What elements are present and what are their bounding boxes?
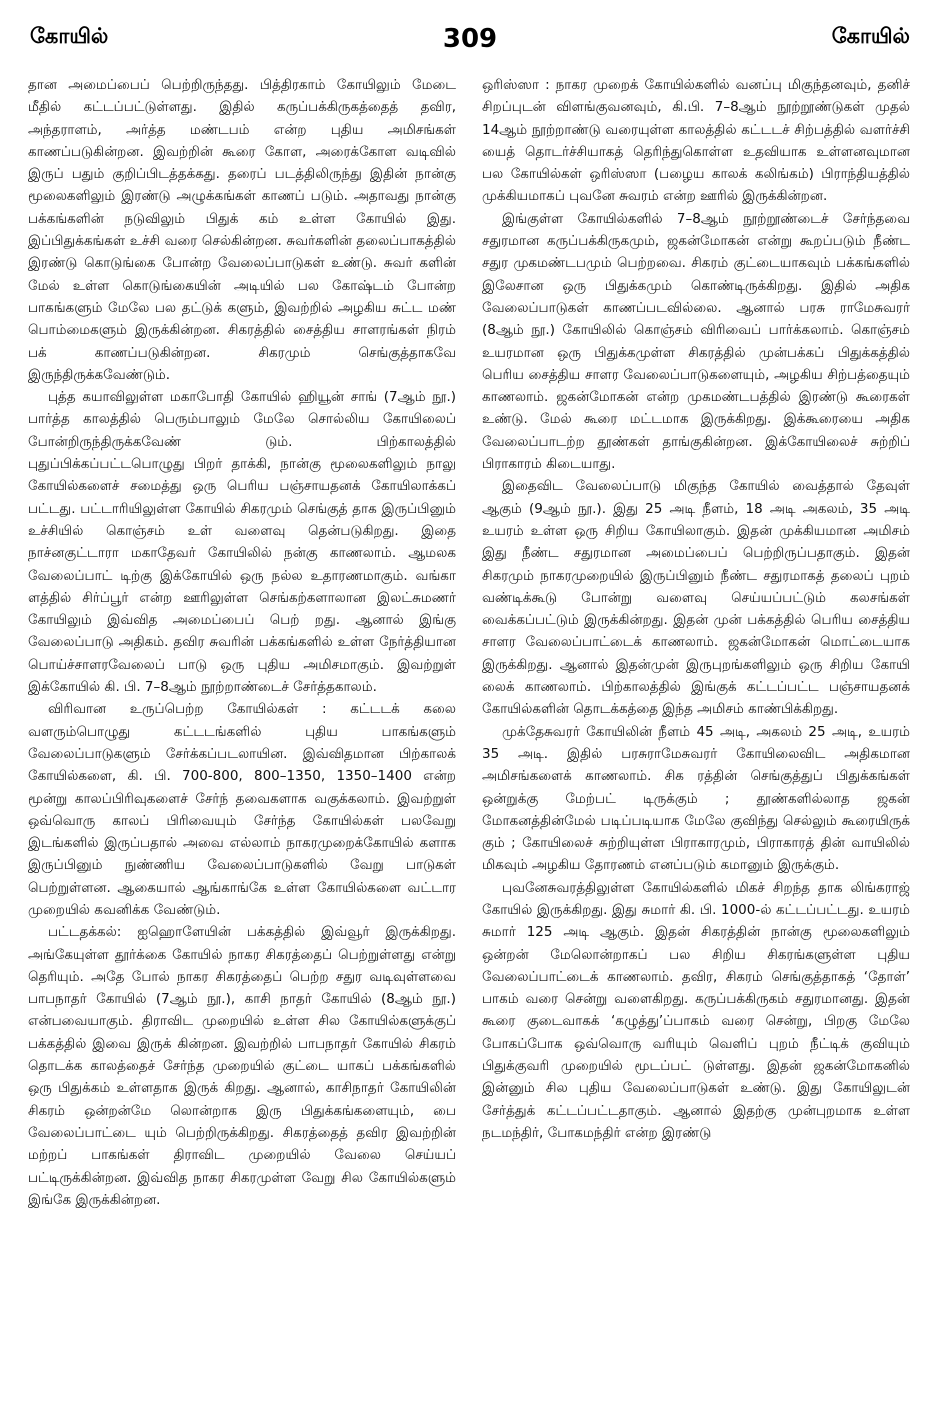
paragraph: பட்டதக்கல்: ஐஹொளேயின் பக்கத்தில் இவ்வூர் இருக்கிறது. அங்கேயுள்ள தூர்க்கை கோயில் நாகர சிகரத்தைப் பெற்றுள்ளது என்று தெரியும். அதே போல் நாகர சிகரத்தைப் பெற்ற சதுர வடிவுள்ளவை பாபநாதர் கோயில் (7ஆம் நூ.), காசி நாதர் கோயில் (8ஆம் நூ.) என்பவையாகும். திராவிட முறையில் உள்ள சில கோயில்களுக்குப் பக்கத்தில் இவை இருக் கின்றன. இவற்றில் பாபநாதர் கோயில் சிகரம் தொடக்க காலத்தைச் சேர்ந்த முறையில் குட்டை யாகப் பக்கங்களில் ஒரு பிதுக்கம் உள்ளதாக இருக் கிறது. ஆனால், காசிநாதர் கோயிலின் சிகரம் ஒன்றன்மே லொன்றாக இரு பிதுக்கங்களையும், பை வேலைப்பாட்டை யும் பெற்றிருக்கிறது. சிகரத்தைத் தவிர இவற்றின் மற்றப் பாகங்கள் திராவிட முறையில் வேலை செய்யப் பட்டிருக்கின்றன. இவ்வித நாகர சிகரமுள்ள வேறு சில கோயில்களும் இங்கே இருக்கின்றன. — [28, 924, 456, 1208]
running-head-right: கோயில் — [831, 24, 910, 48]
right-column — [482, 74, 910, 1374]
paragraph: புத்த கயாவிலுள்ள மகாபோதி கோயில் ஹியூன் சாங் (7ஆம் நூ.) பார்த்த காலத்தில் பெரும்பாலும் மேலே சொல்லிய கோயிலைப் போன்றிருந்திருக்கவேண் டும். பிற்காலத்தில் புதுப்பிக்கப்பட்டபொழுது பிறர் தாக்கி, நான்கு மூலைகளிலும் நாலு கோயில்களைச் சமைத்து ஒரு பெரிய பஞ்சாயதனக் கோயிலாக்கப் பட்டது. பட்டாரியிலுள்ள கோயில் சிகரமும் செங்குத் தாக இருப்பினும் உச்சியில் கொஞ்சம் உள் வளைவு தென்படுகிறது. இதை நாச்னகுட்டாரா மகாதேவர் கோயிலில் நன்கு காணலாம். ஆமலக வேலைப்பாட் டிற்கு இக்கோயில் ஒரு நல்ல உதாரணமாகும். வங்கா ளத்தில் சிர்ப்பூர் என்ற ஊரிலுள்ள செங்கற்களாலான இலட்சுமணர் கோயிலும் இவ்வித அமைப்பைப் பெற் றது. ஆனால் இங்கு வேலைப்பாடு அதிகம். தவிர சுவரின் பக்கங்களில் உள்ள நேர்த்தியான பொய்ச்சாளரவேலைப் பாடு ஒரு புதிய அமிசமாகும். இவற்றுள் இக்கோயில் கி. பி. 7–8ஆம் நூற்றாண்டைச் சேர்த்தகாலம். — [28, 389, 456, 696]
paragraph: இங்குள்ள கோயில்களில் 7–8ஆம் நூற்றூண்டைச் சேர்ந்தவை சதுரமான கருப்பக்கிருகமும், ஜகன்மோகன் என்று கூறப்படும் நீண்ட சதுர முகமண்டபமும் பெற்றவை. சிகரம் குட்டையாகவும் பக்கங்களில் இலேசான ஒரு பிதுக்கமும் கொண்டிருக்கிறது. இதில் அதிக வேலைப்பாடுகள் காணப்படவில்லை. ஆனால் பரசு ராமேசுவரர் (8ஆம் நூ.) கோயிலில் கொஞ்சம் விரிவைப் பார்க்கலாம். கொஞ்சம் உயரமான ஒரு பிதுக்கமுள்ள சிகரத்தில் முன்பக்கப் பிதுக்கத்தில் பெரிய சைத்திய சாளர வேலைப்பாடுகளையும், அழகிய சிற்பத்தையும் காணலாம். ஜகன்மோகன் என்ற முகமண்டபத்தில் இரண்டு கூரைகள் உண்டு. மேல் கூரை மட்டமாக இருக்கிறது. இக்கூரையை அதிக வேலைப்பாடற்ற தூண்கள் தாங்குகின்றன. இக்கோயிலைச் சுற்றிப் பிராகாரம் கிடையாது. — [482, 210, 910, 473]
paragraph: முக்தேசுவரர் கோயிலின் நீளம் 45 அடி, அகலம் 25 அடி, உயரம் 35 அடி. இதில் பரசுராமேசுவரர் கோயிலைவிட அதிகமான அமிசங்களைக் காணலாம். சிக ரத்தின் செங்குத்துப் பிதுக்கங்கள் ஒன்றுக்கு மேற்பட் டிருக்கும் ; தூண்களில்லாத ஜகன் மோகனத்தின்மேல் படிப்படியாக மேலே குவிந்து செல்லும் கூரையிருக் கும் ; கோயிலைச் சுற்றியுள்ள பிராகாரமும், பிராகாரத் தின் வாயிலில் மிகவும் அழகிய தோரணம் எனப்படும் கமானும் இருக்கும். — [482, 723, 910, 874]
page-header — [30, 24, 910, 64]
page-number: 309 — [442, 24, 498, 54]
left-column — [28, 74, 456, 1374]
paragraph: ஒரிஸ்ஸா : நாகர முறைக் கோயில்களில் வனப்பு மிகுந்தனவும், தனிச் சிறப்புடன் விளங்குவனவும், கி.பி. 7–8ஆம் நூற்றூண்டுகள் முதல் 14ஆம் நூற்றாண்டு வரையுள்ள காலத்தில் கட்டடச் சிற்பத்தில் வளர்ச்சி யைத் தொடர்ச்சியாகத் தெரிந்துகொள்ள உதவியாக உள்ளனவுமான பல கோயில்கள் ஒரிஸ்ஸா (பழைய காலக் கலிங்கம்) பிராந்தியத்தில் முக்கியமாகப் புவனே சுவரம் என்ற ஊரில் இருக்கின்றன. — [482, 77, 910, 205]
running-head-left: கோயில் — [30, 24, 109, 48]
paragraph: இதைவிட வேலைப்பாடு மிகுந்த கோயில் வைத்தால் தேவுள் ஆகும் (9ஆம் நூ.). இது 25 அடி நீளம், 18 அடி அகலம், 35 அடி உயரம் உள்ள ஒரு சிறிய கோயிலாகும். இதன் முக்கியமான அமிசம் இது நீண்ட சதுரமான அமைப்பைப் பெற்றிருப்பதாகும். இதன் சிகரமும் நாகரமுறையில் இருப்பினும் நீண்ட சதுரமாகத் தலைப் புறம் வண்டிக்கூடு போன்று வளைவு செய்யப்பட்டும் கலசங்கள் வைக்கப்பட்டும் இருக்கின்றது. இதன் முன் பக்கத்தில் பெரிய சைத்திய சாளர வேலைப்பாட்டைக் காணலாம். ஜகன்மோகன் மொட்டையாக இருக்கிறது. ஆனால் இதன்முன் இருபுறங்களிலும் ஒரு சிறிய கோயி லைக் காணலாம். பிற்காலத்தில் இங்குக் கட்டப்பட்ட பஞ்சாயதனக் கோயில்களின் தொடக்கத்தை இந்த அமிசம் காண்பிக்கிறது. — [482, 478, 910, 718]
paragraph: தான அமைப்பைப் பெற்றிருந்தது. பித்திரகாம் கோயிலும் மேடை மீதில் கட்டப்பட்டுள்ளது. இதில் கருப்பக்கிருகத்தைத் தவிர, அந்தராளம், அர்த்த மண்டபம் என்ற புதிய அமிசங்கள் காணப்படுகின்றன. இவற்றின் கூரை கோள, அரைக்கோள வடிவில் இருப் பதும் குறிப்பிடத்தக்கது. தரைப் படத்திலிருந்து இதின் நான்கு மூலைகளிலும் இரண்டு அழுக்கங்கள் காணப் படும். அதாவது நான்கு பக்கங்களின் நடுவிலும் பிதுக் கம் உள்ள கோயில் இது. இப்பிதுக்கங்கள் உச்சி வரை செல்கின்றன. சுவர்களின் தலைப்பாகத்தில் இரண்டு கொடுங்கை போன்ற வேலைப்பாடுகள் உண்டு. சுவர் களின் மேல் உள்ள கொடுங்கையின் அடியில் பல கோஷ்டம் போன்ற பாகங்களும் மேலே பல தட்டுக் களும், இவற்றில் அழகிய சுட்ட மண் பொம்மைகளும் இருக்கின்றன. சிகரத்தில் சைத்திய சாளரங்கள் நிரம் பக் காணப்படுகின்றன. சிகரமும் செங்குத்தாகவே இருந்திருக்கவேண்டும். — [28, 77, 456, 383]
paragraph: விரிவான உருப்பெற்ற கோயில்கள் : கட்டடக் கலை வளரும்பொழுது கட்டடங்களில் புதிய பாகங்களும் வேலைப்பாடுகளும் சேர்க்கப்படலாயின. இவ்விதமான பிற்காலக் கோயில்களை, கி. பி. 700-800, 800–1350, 1350–1400 என்ற மூன்று காலப்பிரிவுகளைச் சேர்ந் தவைகளாக வகுக்கலாம். இவற்றுள் ஒவ்வொரு காலப் பிரிவையும் சேர்ந்த கோயில்கள் பலவேறு இடங்களில் இருப்பதால் அவை எல்லாம் நாகரமுறைக்கோயில் களாக இருப்பினும் நுண்ணிய வேலைப்பாடுகளில் வேறு பாடுகள் பெற்றுள்ளன. ஆகையால் ஆங்காங்கே உள்ள கோயில்களை வட்டார முறையில் கவனிக்க வேண்டும். — [28, 701, 456, 918]
paragraph: புவனேசுவரத்திலுள்ள கோயில்களில் மிகச் சிறந்த தாக லிங்கராஜ் கோயில் இருக்கிறது. இது சுமார் கி. பி. 1000-ல் கட்டப்பட்டது. உயரம் சுமார் 125 அடி ஆகும். இதன் சிகரத்தின் நான்கு மூலைகளிலும் ஒன்றன் மேலொன்றாகப் பல சிறிய சிகரங்களுள்ள புதிய வேலைப்பாட்டைக் காணலாம். தவிர, சிகரம் செங்குத்தாகத் ‘தோள்’ பாகம் வரை சென்று வளைகிறது. கருப்பக்கிருகம் சதுரமானது. இதன் கூரை குடைவாகக் ‘கழுத்து’ப்பாகம் வரை சென்று, பிறகு மேலே போகப்போக ஒவ்வொரு வரியும் வெளிப் புறம் நீட்டிக் குவியும் பிதுக்குவரி முறையில் மூடப்பட் டுள்ளது. இதன் ஜகன்மோகனில் இன்னும் சில புதிய வேலைப்பாடுகள் உண்டு. இது கோயிலுடன் சேர்த்துக் கட்டப்பட்டதாகும். ஆனால் இதற்கு முன்புறமாக உள்ள நடமந்திர், போகமந்திர் என்ற இரண்டு — [482, 879, 910, 1141]
